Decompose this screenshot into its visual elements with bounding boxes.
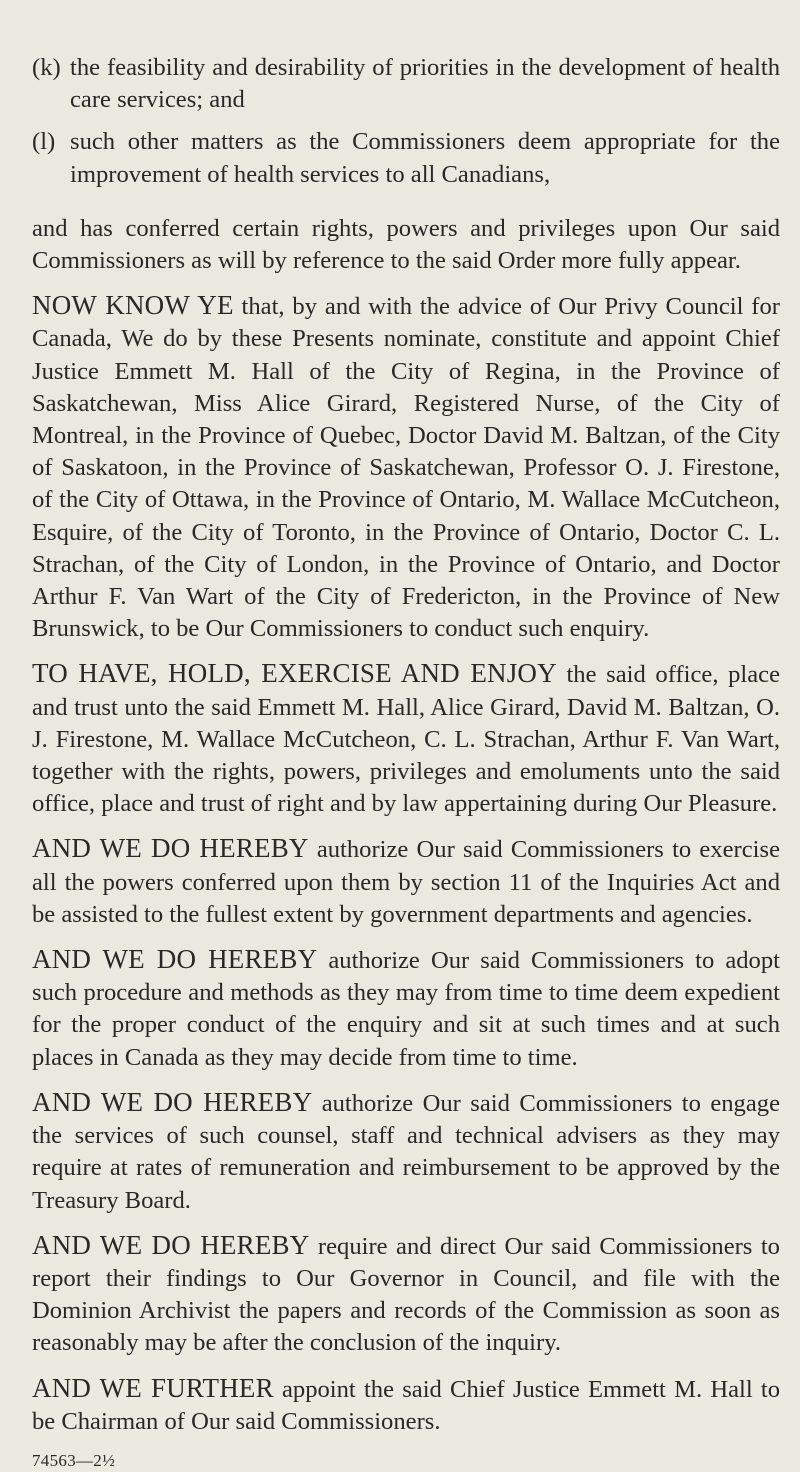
paragraph-lead: NOW KNOW YE [32,290,234,321]
item-label: (k) [32,54,61,81]
paragraph-now-know-ye [32,289,780,645]
paragraph-lead: AND WE DO HEREBY [32,833,309,864]
list-item-l [32,126,780,190]
item-label: (l) [32,128,56,156]
paragraph-counsel [32,1086,780,1217]
paragraph-report [32,1229,780,1360]
paragraph-text: authorize Our said Commissioners to adopt such procedure and methods as they may from time to time deem expedient for the proper conduct of the enquiry and sit at such times and at such places in Canada as they may decide from time to time. [32,947,780,1071]
paragraph-text: require and direct Our said Commissioners to report their findings to Our Governor in Council, and file with the Dominion Archivist the papers and records of the Commission as soon as reasonably may be after the conclusion of the inquiry. [32,1232,780,1357]
paragraph-text: the said office, place and trust unto the said Emmett M. Hall, Alice Girard, David M. Baltzan, O. J. Firestone, M. Wallace McCutcheon, C. L. Strachan, Arthur F. Van Wart, together with the rights, powers, privileges and emoluments unto the said office, place and trust of right and by law appertaining during Our Pleasure. [32,661,780,818]
paragraph-text: that, by and with the advice of Our Privy Council for Canada, We do by these Presents nominate, constitute and appoint Chief Justice Emmett M. Hall of the City of Regina, in the Province of Saskatchewan, Miss Alice Girard, Registered Nurse, of the City of Montreal, in the Province of Quebec, Doctor David M. Baltzan, of the City of Saskatoon, in the Province of Saskatchewan, Professor O. J. Firestone, of the City of Ottawa, in the Province of Ontario, M. Wallace McCutcheon, Esquire, of the City of Toronto, in the Province of Ontario, Doctor C. L. Strachan, of the City of London, in the Province of Ontario, and Doctor Arthur F. Van Wart of the City of Fredericton, in the Province of New Brunswick, to be Our Commissioners to conduct such enquiry. [32,293,780,643]
paragraph-lead: TO HAVE, HOLD, EXERCISE AND ENJOY [32,658,557,689]
paragraph-text: authorize Our said Commissioners to engage the services of such counsel, staff and technical advisers as they may require at rates of remuneration and reimbursement to be approved by the Treasury Board. [32,1089,780,1214]
list-item-k [32,52,780,116]
printer-footer-code: 74563—2½ [32,1450,116,1470]
paragraph-inquiries-act [32,832,780,931]
intro-paragraph: and has conferred certain rights, powers and privileges upon Our said Commissioners as will by reference to the said Order more fully appear. [32,214,780,275]
item-text: such other matters as the Commissioners deem appropriate for the improvement of health services to all Canadians, [70,128,780,188]
paragraph-procedure [32,943,780,1074]
paragraph-text: appoint the said Chief Justice Emmett M. Hall to be Chairman of Our said Commissioners. [32,1375,780,1435]
paragraph-to-have-hold [32,657,780,820]
paragraph-chairman [32,1372,780,1438]
paragraph-lead: AND WE DO HEREBY [32,944,318,975]
paragraph-lead: AND WE FURTHER [32,1372,274,1403]
item-text: the feasibility and desirability of priorities in the development of health care services; and [70,54,780,114]
paragraph-lead: AND WE DO HEREBY [32,1229,310,1260]
paragraph-text: authorize Our said Commissioners to exercise all the powers conferred upon them by section 11 of the Inquiries Act and be assisted to the fullest extent by government departments and agencies. [32,836,780,928]
paragraph-lead: AND WE DO HEREBY [32,1086,313,1117]
